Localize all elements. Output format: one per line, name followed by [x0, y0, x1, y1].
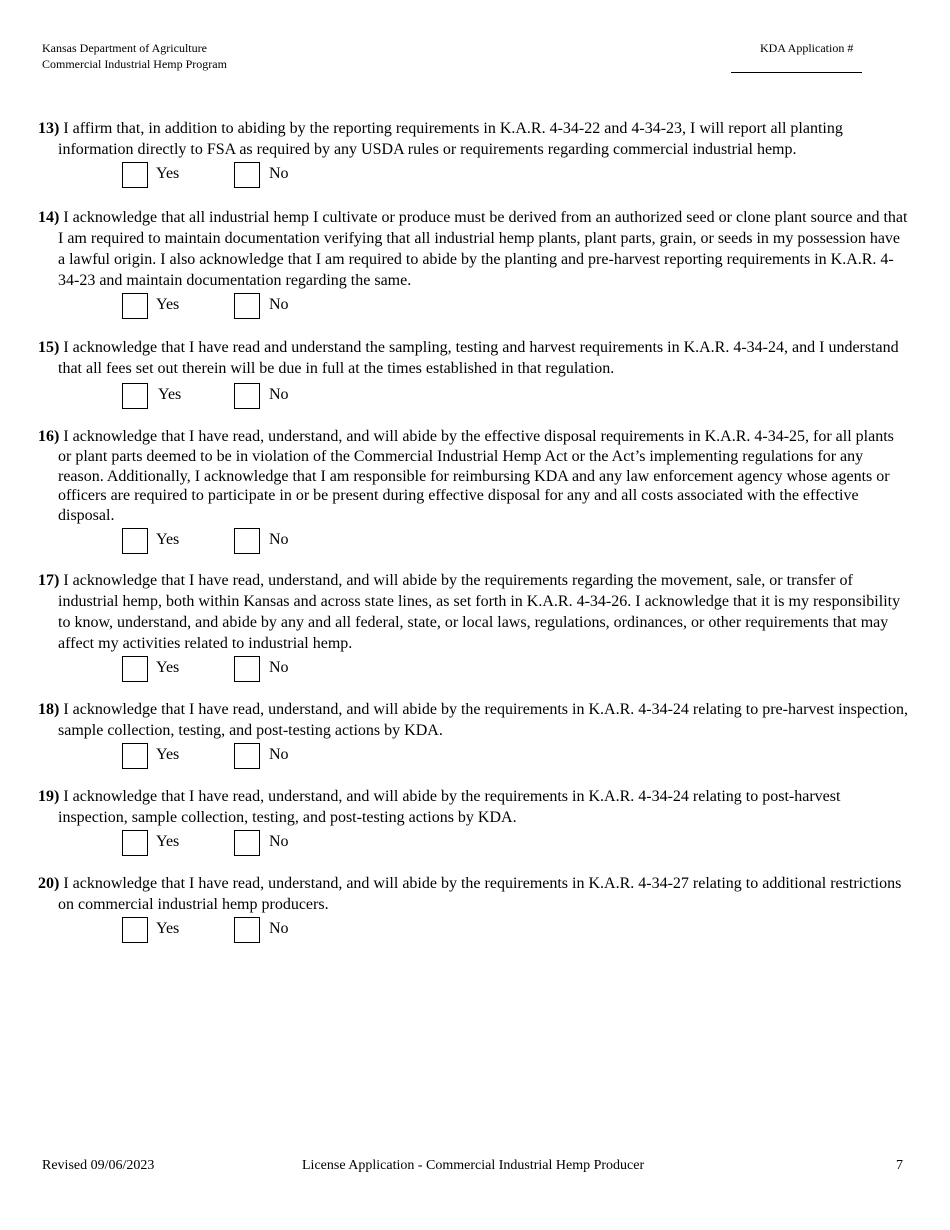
no-label: No: [269, 386, 289, 403]
yes-checkbox[interactable]: [122, 743, 148, 769]
yes-no-group: [38, 915, 910, 945]
no-checkbox[interactable]: [234, 528, 260, 554]
yes-label: Yes: [156, 833, 180, 850]
question-number: 15): [38, 339, 60, 356]
no-checkbox[interactable]: [234, 656, 260, 682]
question-text: I acknowledge that I have read, understand, and will abide by the requirements in K.A.R. 4-34-24 relating to pre-harvest inspection, sample collection, testing, and post-testing actions by KDA.: [58, 701, 908, 739]
yes-checkbox[interactable]: [122, 383, 148, 409]
yes-checkbox[interactable]: [122, 528, 148, 554]
question-20: [38, 873, 910, 945]
no-checkbox[interactable]: [234, 383, 260, 409]
no-checkbox[interactable]: [234, 830, 260, 856]
question-17: [38, 570, 910, 684]
question-14: [38, 207, 910, 321]
question-text: I acknowledge that I have read, understand, and will abide by the requirements in K.A.R. 4-34-24 relating to post-harvest inspection, sample collection, testing, and post-testing actions by KDA.: [58, 788, 841, 826]
no-label: No: [269, 746, 289, 763]
header-agency-block: [42, 40, 227, 72]
no-label: No: [269, 165, 289, 182]
yes-no-group: [38, 526, 910, 556]
question-number: 13): [38, 120, 60, 137]
question-text: I acknowledge that I have read, understand, and will abide by the requirements regarding the movement, sale, or transfer of industrial hemp, both within Kansas and across state lines, as set forth in K.A.R. 4-34-26. I acknowledge that it is my responsibility to know, understand, and abide by any and all federal, state, or local laws, regulations, ordinances, or other requirements that may affect my activities related to industrial hemp.: [58, 572, 901, 652]
question-text: I affirm that, in addition to abiding by the reporting requirements in K.A.R. 4-34-22 and 4-34-23, I will report all planting information directly to FSA as required by any USDA rules or requirements regarding commercial industrial hemp.: [58, 120, 843, 158]
question-number: 19): [38, 788, 60, 805]
app-number-label: KDA Application #: [760, 41, 854, 55]
footer-revised-date: Revised 09/06/2023: [42, 1158, 155, 1173]
yes-checkbox[interactable]: [122, 293, 148, 319]
yes-label: Yes: [156, 296, 180, 313]
yes-no-group: [38, 828, 910, 858]
question-number: 16): [38, 428, 60, 445]
no-label: No: [269, 296, 289, 313]
question-15: [38, 337, 910, 415]
yes-checkbox[interactable]: [122, 162, 148, 188]
no-checkbox[interactable]: [234, 917, 260, 943]
question-text: I acknowledge that I have read, understand, and will abide by the effective disposal requirements in K.A.R. 4-34-25, for all plants or plant parts deemed to be in violation of the Commercial Industrial Hemp Act or the Act’s implementing regulations for any reason. Additionally, I acknowledge that I am responsible for reimbursing KDA and any law enforcement agency whose agents or officers are required to participate in or be present during effective disposal for any and all costs associated with the effective disposal.: [58, 428, 894, 524]
yes-label: Yes: [156, 746, 180, 763]
yes-label: Yes: [156, 530, 180, 548]
yes-checkbox[interactable]: [122, 917, 148, 943]
app-number-field[interactable]: [731, 72, 862, 73]
no-label: No: [269, 833, 289, 850]
question-text: I acknowledge that I have read and understand the sampling, testing and harvest requirements in K.A.R. 4-34-24, and I understand that all fees set out therein will be due in full at the times established in that regulation.: [58, 339, 899, 377]
footer-page-number: 7: [896, 1158, 903, 1173]
program-name: Commercial Industrial Hemp Program: [42, 57, 227, 71]
yes-checkbox[interactable]: [122, 830, 148, 856]
agency-name: Kansas Department of Agriculture: [42, 41, 207, 55]
no-checkbox[interactable]: [234, 743, 260, 769]
yes-label: Yes: [156, 165, 180, 182]
yes-no-group: [38, 291, 910, 321]
yes-no-group: [38, 741, 910, 771]
question-number: 18): [38, 701, 60, 718]
no-checkbox[interactable]: [234, 162, 260, 188]
yes-label: Yes: [156, 920, 180, 937]
question-number: 17): [38, 572, 60, 589]
no-checkbox[interactable]: [234, 293, 260, 319]
yes-no-group: [38, 160, 910, 190]
question-13: [38, 118, 910, 190]
yes-label: Yes: [156, 659, 180, 676]
question-19: [38, 786, 910, 858]
question-18: [38, 699, 910, 771]
yes-no-group: [38, 379, 910, 415]
question-16: [38, 427, 910, 556]
question-text: I acknowledge that I have read, understand, and will abide by the requirements in K.A.R. 4-34-27 relating to additional restrictions on commercial industrial hemp producers.: [58, 875, 902, 913]
no-label: No: [269, 530, 289, 548]
yes-label: Yes: [158, 386, 182, 403]
footer-title: License Application - Commercial Industrial Hemp Producer: [302, 1158, 645, 1173]
question-text: I acknowledge that all industrial hemp I cultivate or produce must be derived from an authorized seed or clone plant source and that I am required to maintain documentation verifying that all industrial hemp plants, plant parts, grain, or seeds in my possession have a lawful origin. I also acknowledge that I am required to abide by the planting and pre-harvest reporting requirements in K.A.R. 4-34-23 and maintain documentation regarding the same.: [58, 209, 908, 289]
yes-no-group: [38, 654, 910, 684]
question-number: 20): [38, 875, 60, 892]
no-label: No: [269, 920, 289, 937]
no-label: No: [269, 659, 289, 676]
yes-checkbox[interactable]: [122, 656, 148, 682]
question-number: 14): [38, 209, 60, 226]
